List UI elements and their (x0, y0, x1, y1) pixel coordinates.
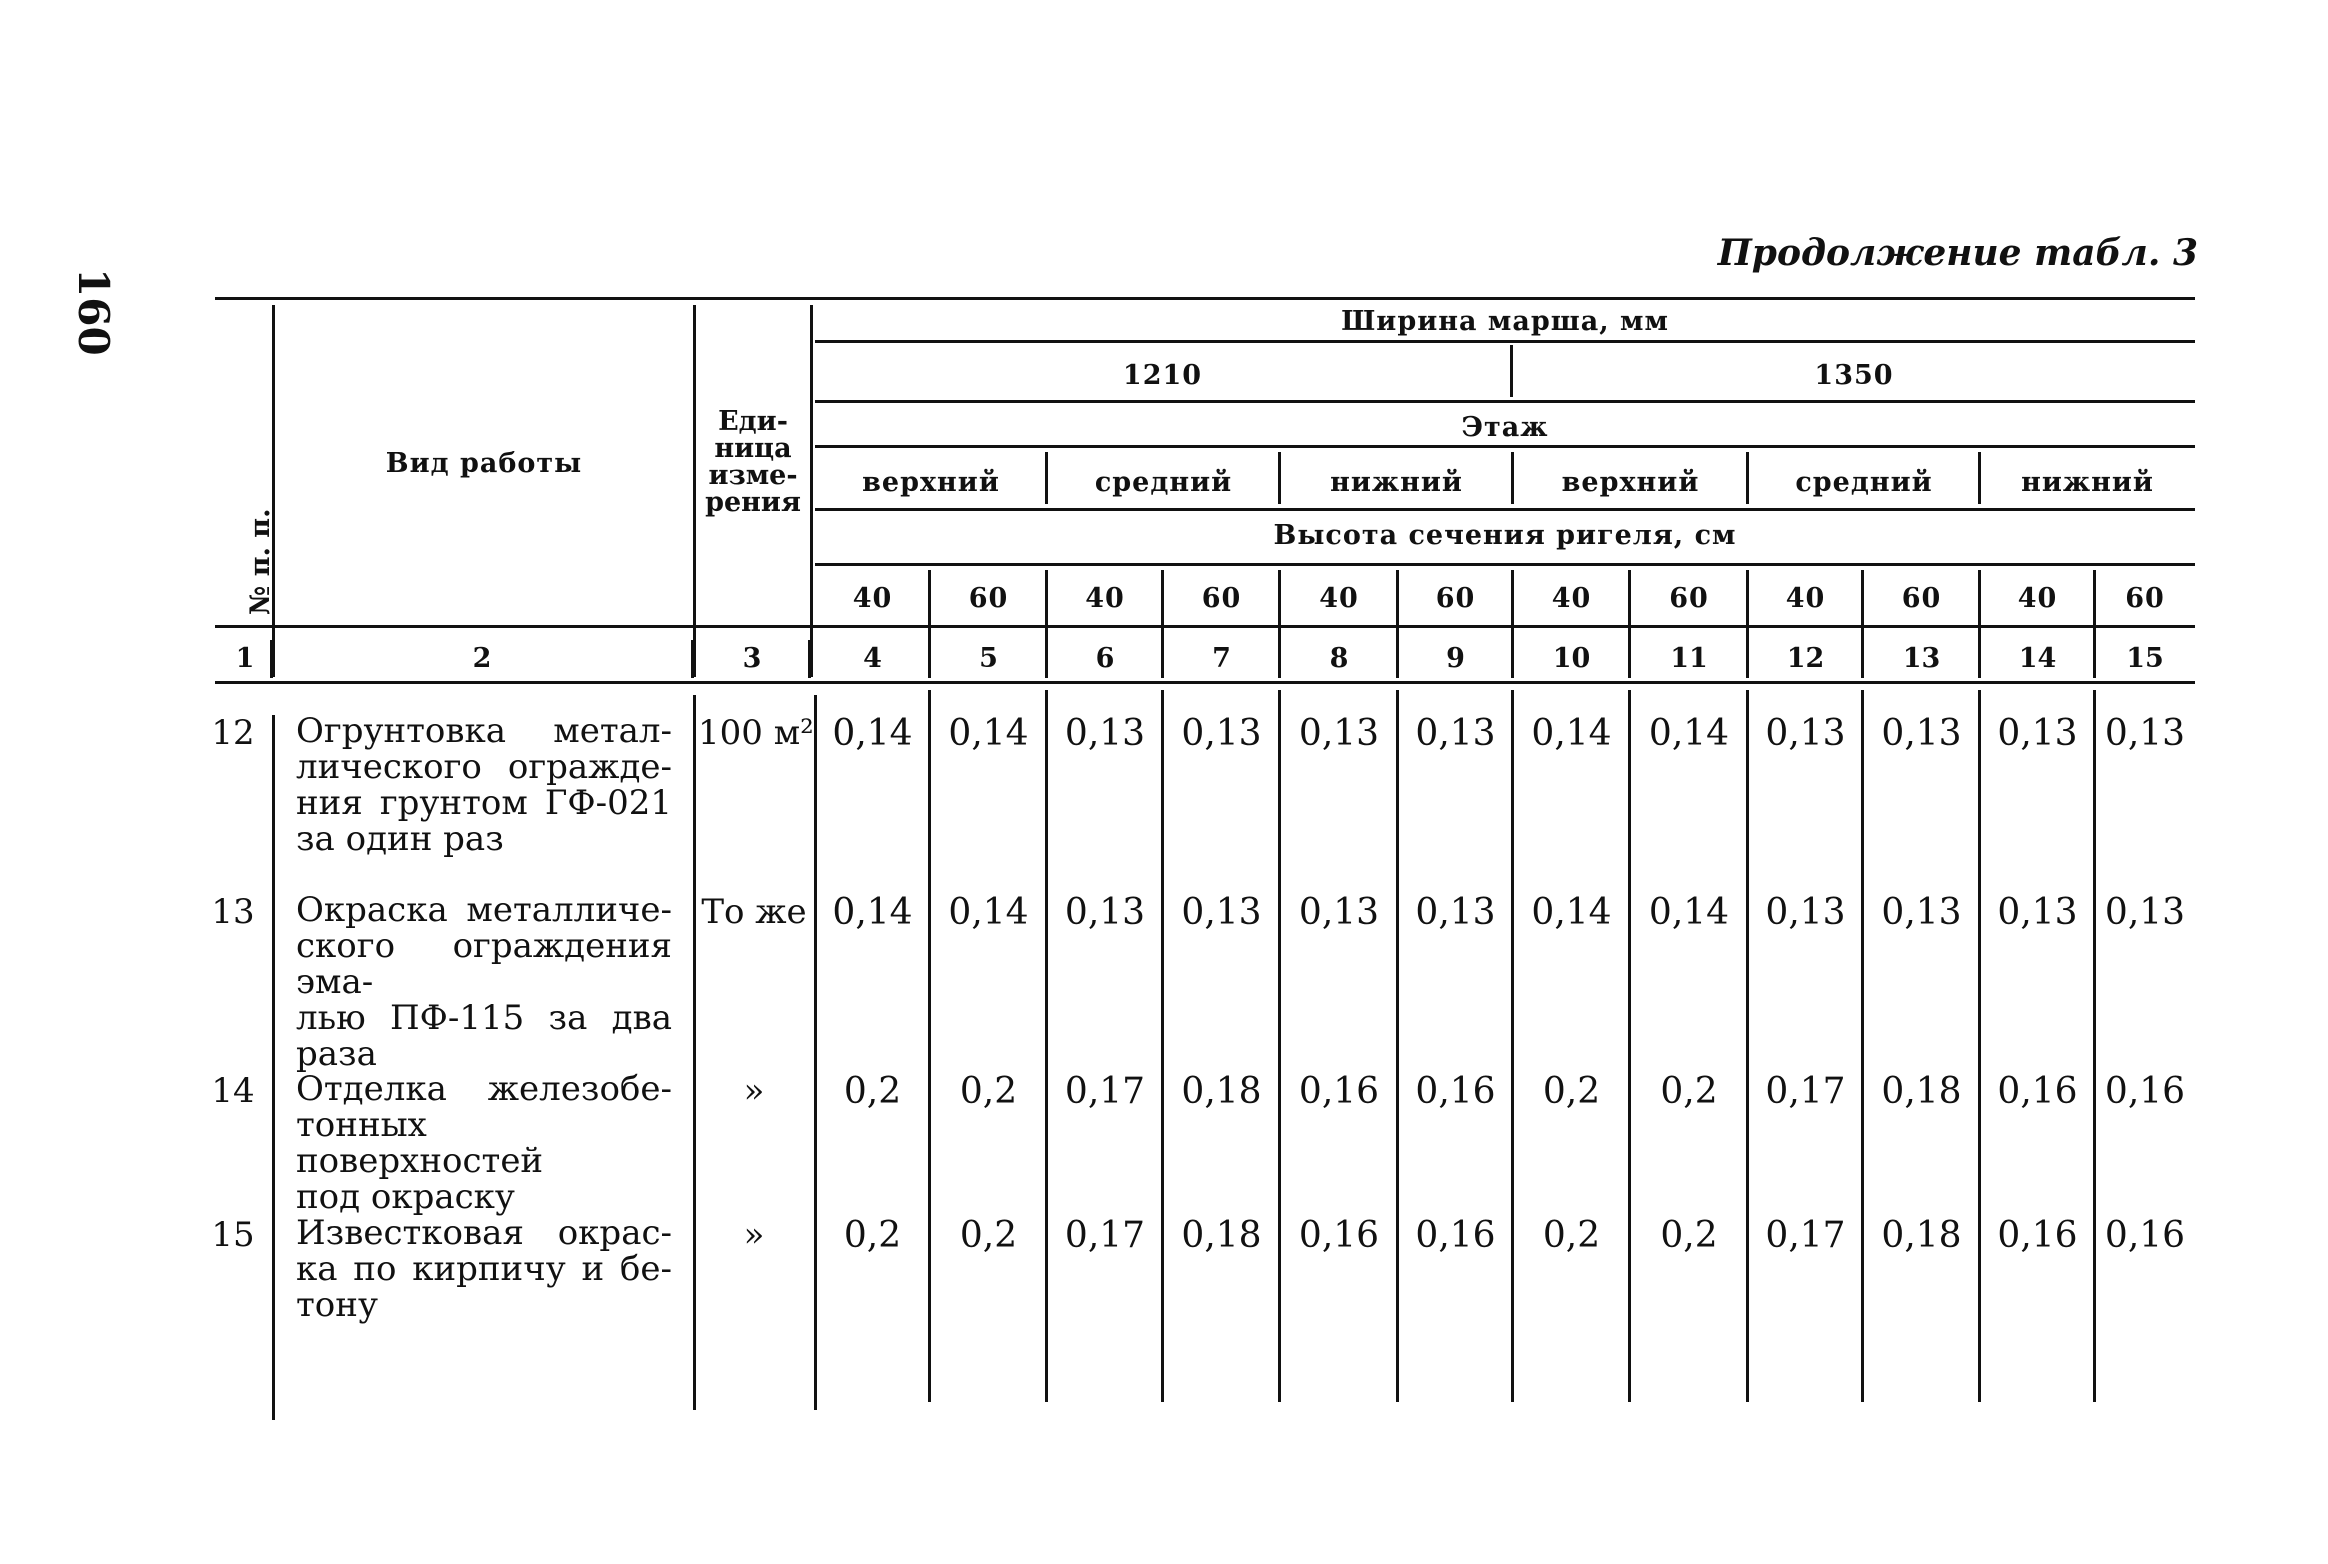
value-cell: 0,13 (1181, 892, 1262, 933)
value-cell: 0,18 (1881, 1215, 1962, 1256)
height-value: 60 (1435, 583, 1476, 614)
colno-divider (1161, 640, 1164, 678)
value-cell: 0,13 (1064, 892, 1146, 933)
value-cell: 0,14 (1531, 713, 1612, 754)
column-number: 12 (1786, 643, 1825, 674)
value-cell: 0,18 (1881, 1071, 1962, 1112)
table-caption: Продолжение табл. 3 (1717, 232, 2198, 274)
col-work-header: Вид работы (385, 448, 583, 479)
height-value: 60 (2125, 583, 2165, 614)
colno-divider (691, 640, 694, 678)
column-number: 4 (863, 643, 882, 674)
value-cell: 0,2 (959, 1071, 1018, 1112)
value-cell: 0,2 (1542, 1215, 1601, 1256)
height-value: 40 (1785, 583, 1826, 614)
value-cell: 0,14 (948, 713, 1029, 754)
height-value: 40 (852, 583, 893, 614)
work-description (296, 1071, 672, 1215)
table-top-rule (215, 297, 2195, 300)
width-1210: 1210 (1122, 360, 1203, 391)
column-number: 9 (1446, 643, 1465, 674)
header-vline-col3 (810, 305, 813, 677)
value-cell: 0,16 (1298, 1071, 1380, 1112)
colno-divider (1045, 640, 1048, 678)
height-value: 60 (1901, 583, 1942, 614)
value-cell: 0,2 (1542, 1071, 1601, 1112)
widths-rule (815, 400, 2195, 403)
col-no-header: № п. п. (245, 508, 276, 615)
work-description-line: Окраска металличе- (296, 890, 672, 930)
value-cell: 0,16 (2104, 1071, 2186, 1112)
colno-divider (1978, 640, 1981, 678)
col-unit-header-line: Еди- (718, 406, 788, 437)
column-number: 11 (1670, 643, 1708, 674)
value-cell: 0,13 (1765, 713, 1846, 754)
value-cell: 0,13 (1064, 713, 1146, 754)
value-cell: 0,17 (1064, 1215, 1146, 1256)
column-number: 15 (2126, 643, 2164, 674)
value-cell: 0,14 (832, 892, 913, 933)
column-number: 13 (1902, 643, 1941, 674)
colno-divider (270, 640, 273, 678)
width-1350: 1350 (1814, 360, 1894, 391)
work-description-line: тонных поверхностей (296, 1105, 544, 1181)
value-cell: 0,14 (832, 713, 913, 754)
body-vline (1978, 690, 1981, 1402)
row-number: 14 (211, 1071, 255, 1111)
column-number: 2 (472, 643, 492, 674)
body-vline (1861, 690, 1864, 1402)
body-vline-col2 (693, 695, 696, 1410)
floor-title: Этаж (1461, 412, 1549, 443)
body-vline (1396, 690, 1399, 1402)
row-number: 15 (211, 1215, 255, 1255)
row-number: 13 (211, 892, 255, 932)
body-vline-col1 (272, 715, 275, 1420)
height-value: 40 (1085, 583, 1125, 614)
value-cell: 0,14 (948, 892, 1029, 933)
value-cell: 0,18 (1181, 1071, 1262, 1112)
heights-rule (215, 625, 2195, 628)
column-number: 5 (979, 643, 998, 674)
body-vline-col3 (814, 695, 817, 1410)
work-description-line: Отделка железобе- (296, 1069, 672, 1109)
colno-divider (1511, 640, 1514, 678)
page-number: 160 (69, 268, 118, 356)
value-cell: 0,13 (1298, 713, 1380, 754)
colno-divider (1278, 640, 1281, 678)
row-number: 12 (211, 713, 255, 753)
value-cell: 0,13 (1181, 713, 1262, 754)
body-vline (928, 690, 931, 1402)
work-description-line: ка по кирпичу и бе- (296, 1249, 672, 1289)
body-vline (2093, 690, 2096, 1402)
work-description (296, 892, 672, 1072)
colno-divider (808, 640, 811, 678)
colno-divider (1396, 640, 1399, 678)
work-description-line: под окраску (296, 1177, 515, 1217)
work-description (296, 713, 672, 857)
colno-rule (215, 681, 2195, 684)
value-cell: 0,16 (1997, 1215, 2078, 1256)
height-title-rule (815, 563, 2195, 566)
col-unit-header-line: рения (705, 487, 801, 518)
value-cell: 0,17 (1765, 1071, 1846, 1112)
height-value: 40 (1319, 583, 1359, 614)
header-vline-col1 (272, 305, 275, 677)
value-cell: 0,13 (1765, 892, 1846, 933)
work-description-line: лического огражде- (296, 747, 672, 787)
work-description-line: за один раз (296, 819, 504, 859)
body-vline (1161, 690, 1164, 1402)
value-cell: 0,2 (1660, 1071, 1718, 1112)
height-value: 60 (1669, 583, 1709, 614)
body-vline (1045, 690, 1048, 1402)
floor-label: верхний (1561, 467, 1700, 498)
col-unit-header (696, 408, 810, 516)
column-number: 7 (1212, 643, 1231, 674)
value-cell: 0,17 (1765, 1215, 1846, 1256)
body-vline (1278, 690, 1281, 1402)
value-cell: 0,18 (1181, 1215, 1262, 1256)
height-value: 60 (968, 583, 1009, 614)
value-cell: 0,16 (1997, 1071, 2078, 1112)
value-cell: 0,16 (1298, 1215, 1380, 1256)
work-description-line: раза (296, 1034, 377, 1074)
floor-label: верхний (862, 467, 1000, 498)
unit-cell: То же (701, 892, 807, 932)
height-value: 40 (2017, 583, 2058, 614)
work-description-line: Огрунтовка метал- (296, 711, 672, 751)
value-cell: 0,16 (1415, 1071, 1496, 1112)
value-cell: 0,2 (843, 1071, 902, 1112)
colno-divider (1628, 640, 1631, 678)
work-description-line: Известковая окрас- (296, 1213, 672, 1253)
body-vline (1628, 690, 1631, 1402)
value-cell: 0,13 (2104, 713, 2186, 754)
unit-cell: 100 м² (698, 713, 814, 753)
floor-label: средний (1094, 467, 1233, 498)
work-description-line: лью ПФ-115 за два (296, 998, 672, 1038)
height-title: Высота сечения ригеля, см (1273, 520, 1737, 551)
value-cell: 0,13 (1415, 892, 1496, 933)
colno-divider (1746, 640, 1749, 678)
height-value: 40 (1551, 583, 1592, 614)
value-cell: 0,14 (1648, 892, 1730, 933)
value-cell: 0,16 (2104, 1215, 2186, 1256)
colno-divider (928, 640, 931, 678)
colno-divider (1861, 640, 1864, 678)
column-number: 3 (742, 643, 762, 674)
col-unit-header-line: изме- (708, 460, 798, 491)
work-description (296, 1215, 672, 1323)
floor-title-rule (815, 445, 2195, 448)
floor-label: нижний (2021, 467, 2154, 498)
floor-label: средний (1795, 467, 1933, 498)
column-number: 8 (1329, 643, 1349, 674)
value-cell: 0,13 (1881, 892, 1962, 933)
floors-rule (815, 508, 2195, 511)
column-number: 6 (1095, 643, 1115, 674)
value-cell: 0,14 (1531, 892, 1612, 933)
body-vline (1511, 690, 1514, 1402)
value-cell: 0,2 (843, 1215, 902, 1256)
value-cell: 0,13 (2104, 892, 2186, 933)
colno-divider (2093, 640, 2096, 678)
column-number: 1 (235, 643, 255, 674)
value-cell: 0,13 (1997, 892, 2078, 933)
column-number: 14 (2018, 643, 2057, 674)
col-unit-header-line: ница (714, 433, 792, 464)
value-cell: 0,13 (1415, 713, 1496, 754)
work-description-line: ния грунтом ГФ-021 (296, 783, 672, 823)
value-cell: 0,13 (1997, 713, 2078, 754)
width-title: Ширина марша, мм (1341, 306, 1669, 337)
height-value: 60 (1201, 583, 1242, 614)
value-cell: 0,14 (1648, 713, 1730, 754)
value-cell: 0,2 (959, 1215, 1018, 1256)
value-cell: 0,17 (1064, 1071, 1146, 1112)
value-cell: 0,13 (1881, 713, 1962, 754)
value-cell: 0,13 (1298, 892, 1380, 933)
unit-cell: » (743, 1215, 765, 1255)
value-cell: 0,2 (1660, 1215, 1718, 1256)
column-number: 10 (1552, 643, 1591, 674)
unit-cell: » (743, 1071, 765, 1111)
value-cell: 0,16 (1415, 1215, 1496, 1256)
work-description-line: ского ограждения эма- (296, 926, 672, 1002)
floor-label: нижний (1330, 467, 1463, 498)
body-vline (1746, 690, 1749, 1402)
width-title-rule (815, 340, 2195, 343)
work-description-line: тону (296, 1285, 378, 1325)
